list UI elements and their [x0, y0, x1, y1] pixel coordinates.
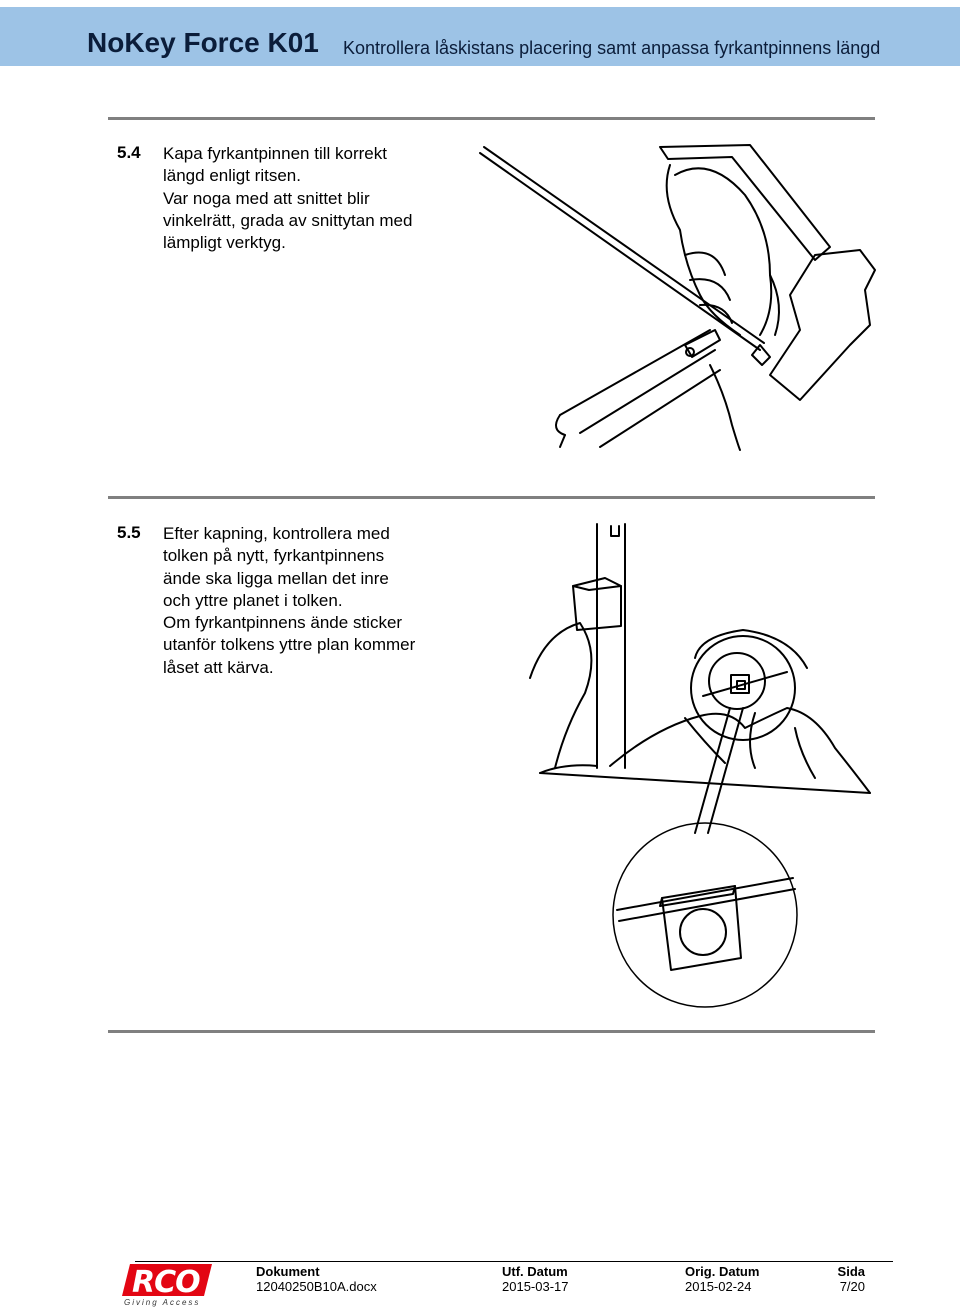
header-band: [0, 7, 960, 66]
step-number: 5.4: [117, 143, 141, 162]
section-divider: [108, 496, 875, 499]
step-instructions: [163, 523, 463, 679]
section-divider: [108, 117, 875, 120]
footer-label-created-date: Utf. Datum: [502, 1264, 568, 1279]
footer-label-page: Sida: [837, 1264, 865, 1279]
footer-divider: [135, 1261, 893, 1262]
footer-label-document: Dokument: [256, 1264, 320, 1279]
gauge-check-illustration: [525, 518, 875, 1018]
footer-value-original-date: 2015-02-24: [685, 1279, 752, 1294]
section-divider: [108, 1030, 875, 1033]
step-number: 5.5: [117, 523, 141, 542]
instruction-line: tolken på nytt, fyrkantpinnens: [163, 546, 385, 566]
instruction-line: längd enligt ritsen.: [163, 166, 301, 186]
step-instructions: [163, 143, 463, 254]
instruction-line: lämpligt verktyg.: [163, 233, 286, 253]
logo-tagline: Giving Access: [124, 1298, 201, 1307]
instruction-line: Kapa fyrkantpinnen till korrekt: [163, 144, 387, 163]
logo-text: RCO: [132, 1265, 200, 1300]
instruction-line: Om fyrkantpinnens ände sticker: [163, 613, 403, 633]
footer-value-page: 7/20: [839, 1279, 865, 1294]
footer-label-original-date: Orig. Datum: [685, 1264, 760, 1279]
instruction-line: ände ska ligga mellan det inre: [163, 568, 389, 588]
rco-logo: [120, 1262, 215, 1308]
footer-value-created-date: 2015-03-17: [502, 1279, 569, 1294]
instruction-line: Var noga med att snittet blir: [163, 188, 370, 208]
document-subtitle: Kontrollera låskistans placering samt anpassa fyrkantpinnens längd: [343, 38, 881, 58]
sawing-illustration: [470, 135, 890, 455]
instruction-line: låset att kärva.: [163, 657, 274, 677]
document-title: NoKey Force K01: [87, 27, 319, 58]
instruction-line: och yttre planet i tolken.: [163, 590, 343, 610]
footer-value-document: 12040250B10A.docx: [256, 1279, 377, 1294]
instruction-line: Efter kapning, kontrollera med: [163, 524, 390, 543]
instruction-line: utanför tolkens yttre plan kommer: [163, 635, 416, 655]
instruction-line: vinkelrätt, grada av snittytan med: [163, 210, 413, 230]
